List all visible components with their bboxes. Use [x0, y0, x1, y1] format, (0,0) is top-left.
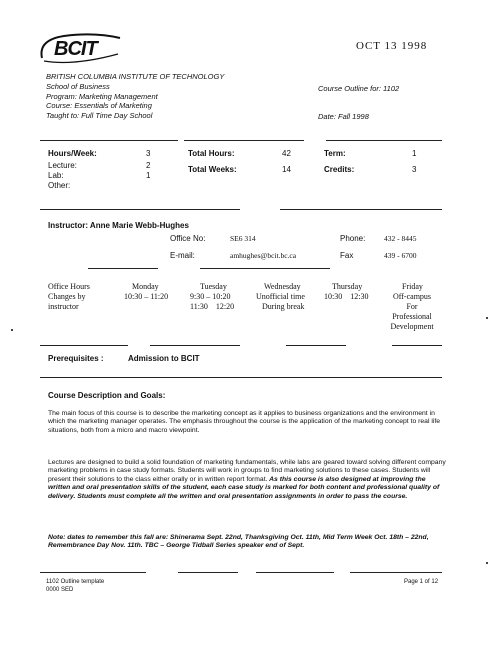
divider-footer-2: [178, 572, 238, 573]
divider-office-hours-bottom-3: [286, 345, 346, 346]
office-label: Office No:: [170, 234, 206, 243]
credits-value: 3: [412, 165, 417, 174]
divider-hours-bottom: [40, 209, 240, 210]
page-number: Page 1 of 12: [404, 579, 439, 585]
divider-office-hours-bottom-2: [150, 345, 240, 346]
email-label: E-mail:: [170, 251, 195, 260]
day-tuesday: Tuesday: [200, 282, 227, 291]
program-name: Program: Marketing Management: [46, 92, 158, 101]
wednesday-slot-2: During break: [262, 302, 305, 311]
scan-speck: [486, 562, 488, 564]
divider-instructor-bottom-2: [200, 268, 330, 269]
description-paragraph-2-plain: Lectures are designed to build a solid foundation of marketing fundamentals, while labs are geared toward solving different company marketing problems in case study formats. Students will work in groups to find marketing solutions to these cases. Students will present their solutions to the class either orally or in written report format.: [48, 459, 446, 483]
scan-speck: [486, 317, 488, 319]
institute-name: BRITISH COLUMBIA INSTITUTE OF TECHNOLOGY: [46, 72, 225, 81]
divider-hours-top: [40, 140, 178, 141]
description-paragraph-2: [48, 459, 448, 501]
friday-slot-3: Professional: [392, 312, 432, 321]
fax-value: 439 - 6700: [384, 251, 417, 260]
day-wednesday: Wednesday: [264, 282, 301, 291]
footer-template: 1102 Outline template: [46, 579, 105, 585]
scan-speck: [11, 329, 13, 331]
phone-label: Phone:: [340, 234, 366, 243]
divider-hours-bottom-2: [280, 209, 442, 210]
day-monday: Monday: [132, 282, 159, 291]
divider-footer: [40, 572, 146, 573]
divider-footer-3: [256, 572, 334, 573]
course-name: Course: Essentials of Marketing: [46, 101, 152, 110]
office-hours-label: Office Hours: [48, 282, 90, 291]
bcit-logo: [34, 28, 126, 68]
course-outline-label: Course Outline for: 1102: [318, 84, 400, 93]
date-label: Date: Fall 1998: [318, 112, 369, 121]
office-hours-note-1: Changes by: [48, 292, 86, 301]
phone-value: 432 - 8445: [384, 234, 417, 243]
taught-to: Taught to: Full Time Day School: [46, 111, 153, 120]
hours-week-value: 3: [146, 149, 151, 158]
office-hours-note-2: instructor: [48, 302, 79, 311]
lecture-value: 2: [146, 161, 151, 170]
footer-code: 0000 SED: [46, 587, 74, 593]
friday-slot-2: For: [406, 302, 418, 311]
total-hours-label: Total Hours:: [188, 149, 235, 158]
lab-label: Lab:: [48, 171, 64, 180]
tuesday-slot-2: 11:30 12:20: [190, 302, 235, 311]
received-stamp: OCT 13 1998: [356, 40, 428, 52]
tuesday-slot-1: 9:30 – 10:20: [190, 292, 231, 301]
day-thursday: Thursday: [332, 282, 363, 291]
divider-hours-top-2: [184, 140, 304, 141]
lecture-label: Lecture:: [48, 161, 77, 170]
divider-office-hours-bottom: [40, 345, 128, 346]
divider-instructor-bottom: [88, 268, 158, 269]
total-hours-value: 42: [282, 149, 291, 158]
prerequisites-label: Prerequisites :: [48, 354, 104, 363]
description-paragraph-1: The main focus of this course is to describe the marketing concept as it applies to business organizations and the environment in which the marketing manager operates. The emphasis throughout the course is the application of the marketing concept to real life situations, both from a micro and macro viewpoint.: [48, 410, 441, 434]
monday-slot-1: 10:30 – 11:20: [124, 292, 169, 301]
wednesday-slot-1: Unofficial time: [256, 292, 305, 301]
thursday-slot-1: 10:30 12:30: [324, 292, 369, 301]
email-value: amhughes@bcit.bc.ca: [230, 251, 297, 260]
divider-office-hours-bottom-4: [392, 345, 442, 346]
fax-label: Fax: [340, 251, 354, 260]
dates-note: Note: dates to remember this fall are: Shinerama Sept. 22nd, Thanksgiving Oct. 11th, Mid Term Week Oct. 18th – 22nd, Remembrance Day Nov. 11th. TBC – George Tidball Series speaker end of Sept.: [48, 534, 429, 550]
term-value: 1: [412, 149, 417, 158]
term-label: Term:: [324, 149, 346, 158]
friday-slot-1: Off-campus: [392, 292, 432, 301]
description-heading: Course Description and Goals:: [48, 391, 166, 400]
hours-week-label: Hours/Week:: [48, 149, 97, 158]
total-weeks-value: 14: [282, 165, 291, 174]
instructor-name: Instructor: Anne Marie Webb-Hughes: [48, 221, 189, 230]
lab-value: 1: [146, 171, 151, 180]
divider-footer-4: [350, 572, 442, 573]
day-friday: Friday: [402, 282, 423, 291]
prerequisites-value: Admission to BCIT: [128, 354, 200, 363]
other-label: Other:: [48, 181, 71, 190]
total-weeks-label: Total Weeks:: [188, 165, 237, 174]
credits-label: Credits:: [324, 165, 355, 174]
friday-slot-4: Development: [390, 322, 434, 331]
divider-prereq-bottom: [40, 377, 442, 378]
office-value: SE6 314: [230, 234, 256, 243]
divider-hours-top-3: [326, 140, 442, 141]
description-paragraph-2-emphasis: As this course is also designed at improving the written and oral presentation skills of the student, each case study is marked for both content and professional quality of delivery. Students must complete all the written and oral presentation assignments in order to pass the course.: [48, 475, 440, 500]
school-name: School of Business: [46, 82, 110, 91]
logo-text: BCIT: [54, 38, 97, 60]
